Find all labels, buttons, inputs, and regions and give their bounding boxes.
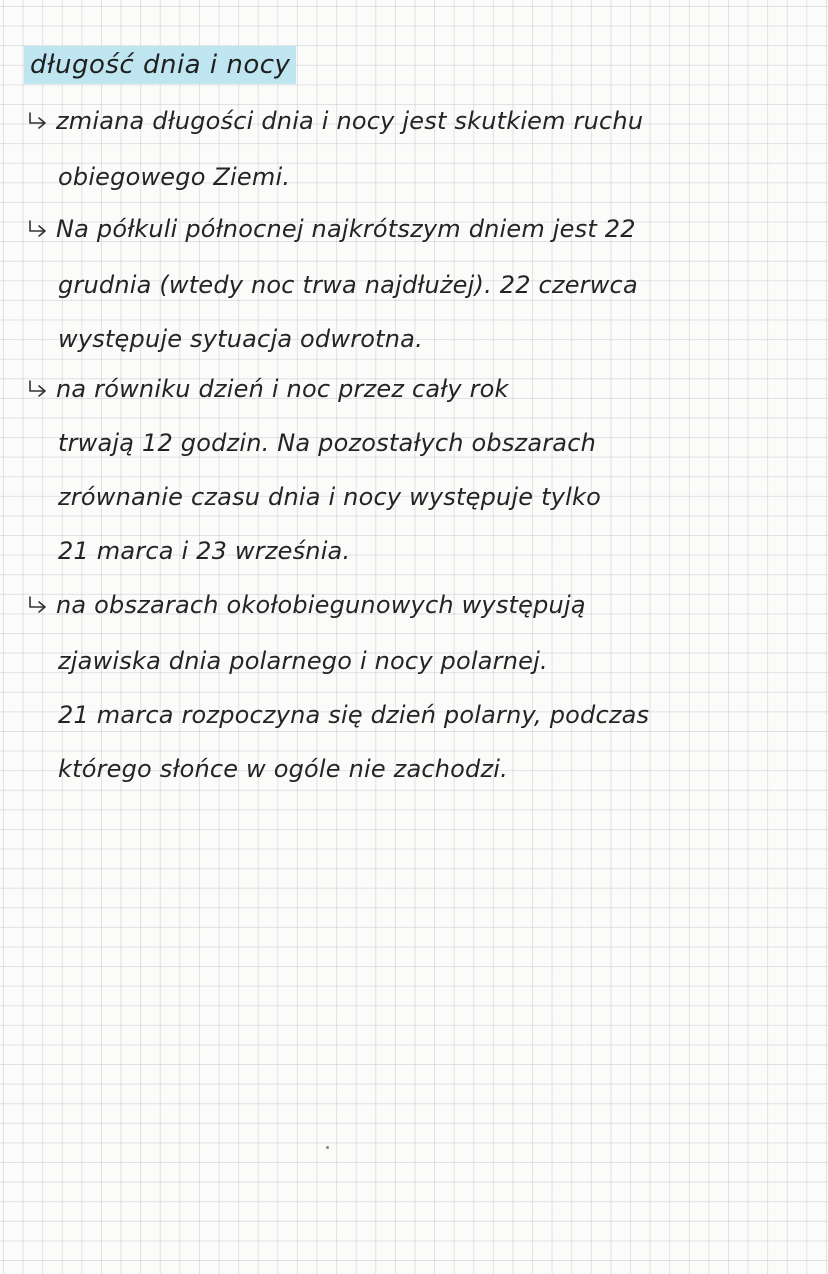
note-line-4 — [58, 268, 638, 300]
curved-arrow-icon — [26, 111, 50, 131]
note-text: występuje sytuacja odwrotna. — [58, 325, 423, 353]
note-line-6 — [26, 372, 509, 404]
note-text: na obszarach okołobiegunowych występują — [56, 591, 586, 619]
note-line-9 — [58, 534, 350, 566]
note-text: którego słońce w ogóle nie zachodzi. — [58, 755, 508, 783]
paper-dot — [326, 1146, 329, 1149]
note-line-11 — [58, 644, 548, 676]
curved-arrow-icon — [26, 219, 50, 239]
note-text: na równiku dzień i noc przez cały rok — [56, 375, 509, 403]
note-line-7 — [58, 426, 596, 458]
note-line-13 — [58, 752, 508, 784]
note-line-10 — [26, 588, 586, 620]
note-text: trwają 12 godzin. Na pozostałych obszarach — [58, 429, 597, 457]
note-line-5 — [58, 322, 423, 354]
note-text: zjawiska dnia polarnego i nocy polarnej. — [58, 647, 548, 675]
note-line-1 — [26, 104, 643, 136]
curved-arrow-icon — [26, 379, 50, 399]
note-text: zrównanie czasu dnia i nocy występuje tylko — [58, 483, 601, 511]
note-text: zmiana długości dnia i nocy jest skutkiem ruchu — [56, 107, 644, 135]
note-line-12 — [58, 698, 649, 730]
note-text: 21 marca i 23 września. — [58, 537, 351, 565]
note-text: Na półkuli północnej najkrótszym dniem jest 22 — [56, 215, 636, 243]
note-line-2 — [58, 160, 290, 192]
note-text: obiegowego Ziemi. — [58, 163, 291, 191]
page-title: długość dnia i nocy — [24, 46, 296, 84]
note-text: grudnia (wtedy noc trwa najdłużej). 22 czerwca — [58, 271, 638, 299]
curved-arrow-icon — [26, 595, 50, 615]
note-line-8 — [58, 480, 601, 512]
note-text: 21 marca rozpoczyna się dzień polarny, podczas — [58, 701, 650, 729]
note-line-3 — [26, 212, 636, 244]
